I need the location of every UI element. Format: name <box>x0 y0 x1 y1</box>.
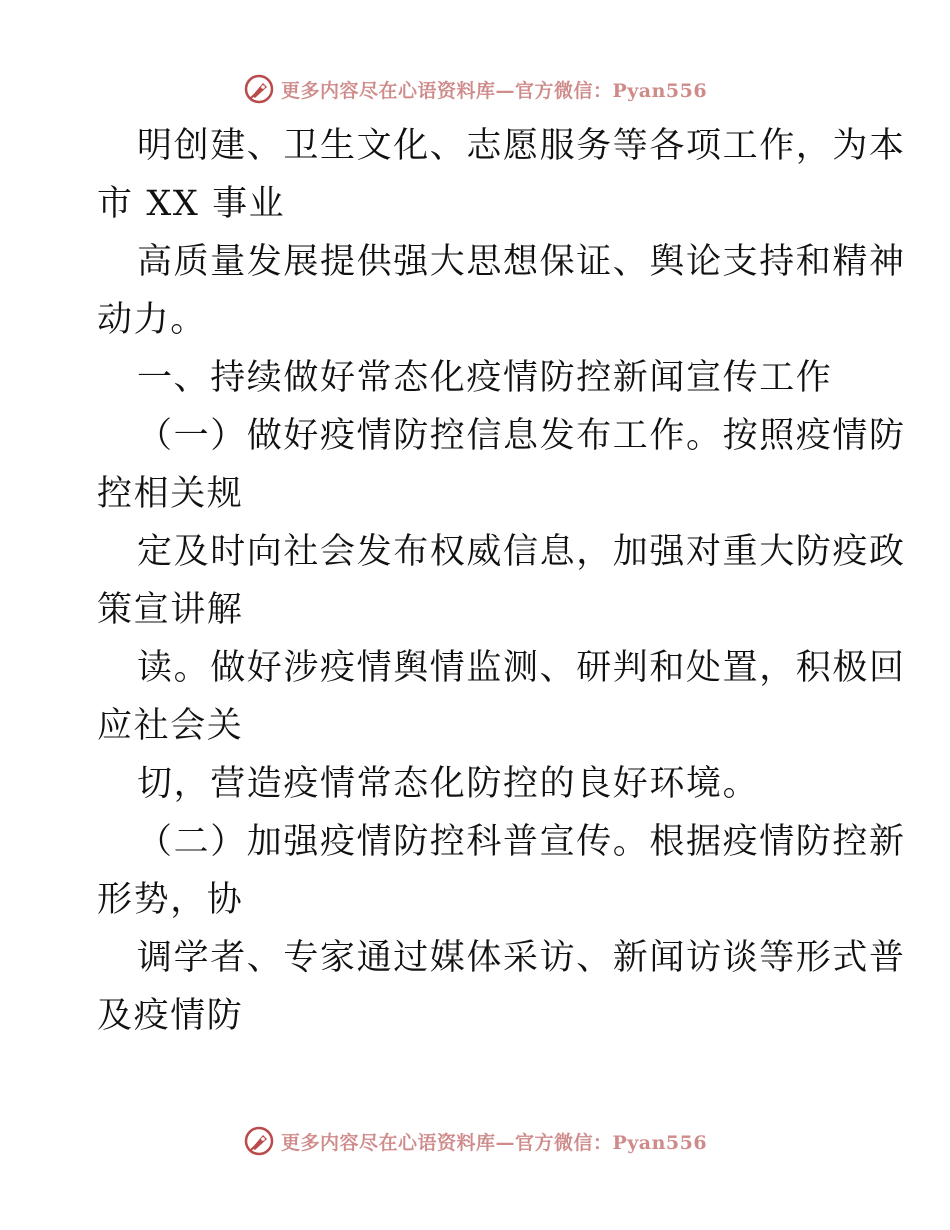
body-line: （二）加强疫情防控科普宣传。根据疫情防控新 <box>137 822 906 862</box>
section-heading: 一、持续做好常态化疫情防控新闻宣传工作 <box>137 358 833 398</box>
body-line: 高质量发展提供强大思想保证、舆论支持和精神 <box>137 242 906 282</box>
body-line: 调学者、专家通过媒体采访、新闻访谈等形式普 <box>137 938 906 978</box>
body-line: 应社会关 <box>97 706 244 746</box>
body-line: 定及时向社会发布权威信息，加强对重大防疫政 <box>137 532 906 572</box>
footer-watermark <box>0 1121 950 1161</box>
body-line: （一）做好疫情防控信息发布工作。按照疫情防 <box>137 416 906 456</box>
body-line: 控相关规 <box>97 474 244 514</box>
body-line: 动力。 <box>97 300 207 340</box>
body-line: 策宣讲解 <box>97 590 244 630</box>
body-line: 切，营造疫情常态化防控的良好环境。 <box>137 764 760 804</box>
body-line: 形势，协 <box>97 880 244 920</box>
body-line: 市 XX 事业 <box>97 184 286 224</box>
body-line: 读。做好涉疫情舆情监测、研判和处置，积极回 <box>137 648 906 688</box>
body-line: 及疫情防 <box>97 996 244 1036</box>
body-line: 明创建、卫生文化、志愿服务等各项工作，为本 <box>137 126 906 166</box>
watermark-text: 更多内容尽在心语资料库—官方微信：Pyan556 <box>280 79 708 102</box>
watermark-text: 更多内容尽在心语资料库—官方微信：Pyan556 <box>280 1131 708 1154</box>
pen-nib-logo-icon <box>243 1125 275 1157</box>
